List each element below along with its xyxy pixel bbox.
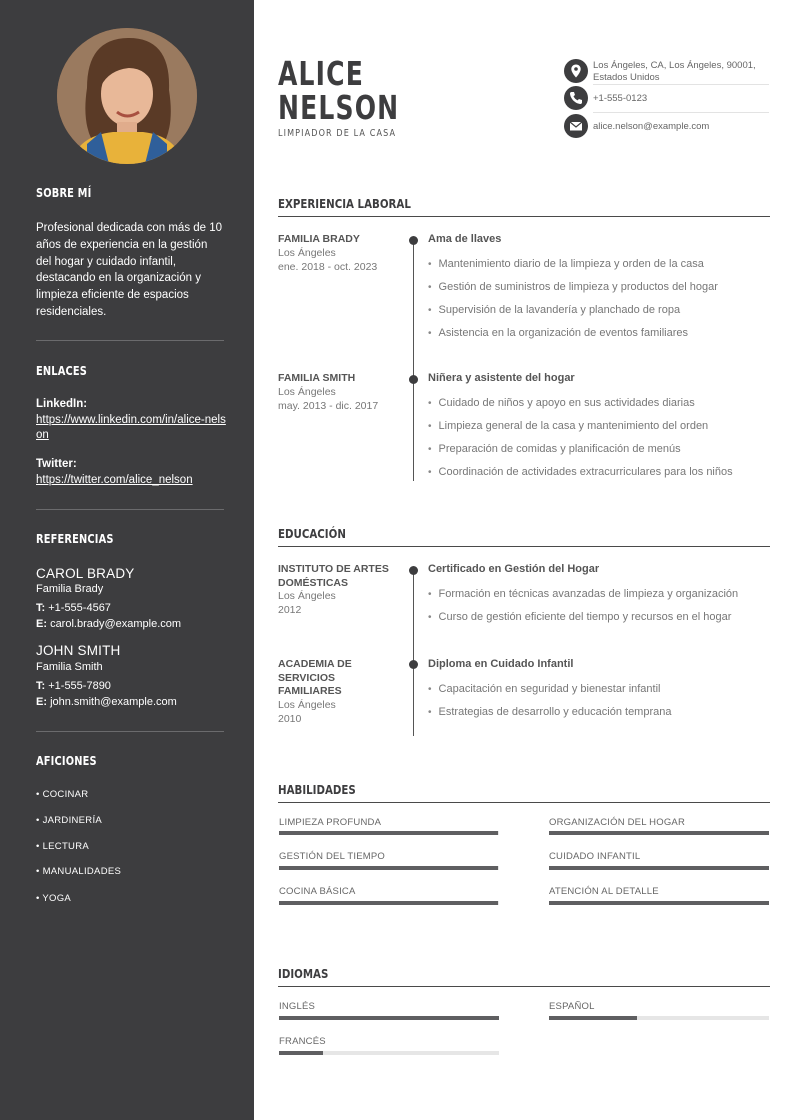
contact-divider	[593, 84, 769, 85]
skill-label: LIMPIEZA PROFUNDA	[279, 817, 382, 828]
location-icon	[564, 59, 588, 83]
degree-bullet: • Curso de gestión eficiente del tiempo y recursos en el hogar	[428, 611, 731, 623]
skill-label: ORGANIZACIÓN DEL HOGAR	[549, 817, 686, 828]
school-location: Los Ángeles	[278, 699, 336, 711]
first-name: ALICE	[278, 54, 364, 93]
experience-title: EXPERIENCIA LABORAL	[278, 196, 411, 211]
timeline-line	[413, 240, 414, 481]
phone-icon	[564, 86, 588, 110]
job-bullet: • Cuidado de niños y apoyo en sus actividades diarias	[428, 397, 695, 409]
employer-name: FAMILIA BRADY	[278, 233, 360, 245]
school-name: ACADEMIA DE SERVICIOS FAMILIARES	[278, 658, 352, 697]
hobby-item: • COCINAR	[36, 789, 89, 800]
language-label: FRANCÉS	[279, 1036, 326, 1047]
email-icon	[564, 114, 588, 138]
skill-bar-fill	[549, 831, 769, 835]
timeline-dot	[409, 660, 418, 669]
hobby-item: • LECTURA	[36, 841, 90, 852]
employment-dates: may. 2013 - dic. 2017	[278, 400, 379, 412]
employer-location: Los Ángeles	[278, 247, 336, 259]
job-bullet: • Supervisión de la lavandería y planchado de ropa	[428, 304, 680, 316]
degree-bullet: • Formación en técnicas avanzadas de limpieza y organización	[428, 588, 738, 600]
reference-name: JOHN SMITH	[36, 643, 121, 658]
education-title: EDUCACIÓN	[278, 526, 346, 541]
reference-org: Familia Smith	[36, 661, 103, 673]
graduation-year: 2012	[278, 604, 302, 616]
school-location: Los Ángeles	[278, 590, 336, 602]
skill-bar	[279, 901, 499, 905]
section-divider	[278, 546, 770, 547]
language-bar	[279, 1051, 499, 1055]
languages-title: IDIOMAS	[278, 966, 329, 981]
job-bullet: • Coordinación de actividades extracurriculares para los niños	[428, 466, 733, 478]
twitter-label: Twitter:	[36, 458, 77, 470]
job-title: Ama de llaves	[428, 233, 502, 245]
school-name: INSTITUTO DE ARTES DOMÉSTICAS	[278, 563, 389, 589]
contact-email: alice.nelson@example.com	[593, 121, 710, 132]
skill-bar-fill	[549, 866, 769, 870]
degree-title: Certificado en Gestión del Hogar	[428, 563, 600, 575]
skill-bar	[549, 831, 769, 835]
skill-label: GESTIÓN DEL TIEMPO	[279, 851, 386, 862]
section-divider	[278, 986, 770, 987]
hobby-item: • MANUALIDADES	[36, 866, 122, 877]
about-text: Profesional dedicada con más de 10 años de experiencia en la gestión del hogar y cuidado infantil, destacando en la organización y limpieza eficiente de espacios residenciales.	[36, 222, 223, 318]
employer-location: Los Ángeles	[278, 386, 336, 398]
job-bullet: • Gestión de suministros de limpieza y productos del hogar	[428, 281, 718, 293]
hobby-item: • YOGA	[36, 893, 72, 904]
section-divider	[278, 802, 770, 803]
job-bullet: • Mantenimiento diario de la limpieza y orden de la casa	[428, 258, 704, 270]
sidebar-divider	[36, 509, 224, 510]
language-bar	[549, 1016, 769, 1020]
contact-divider	[593, 112, 769, 113]
reference-phone: T: +1-555-7890	[36, 680, 111, 692]
graduation-year: 2010	[278, 713, 302, 725]
timeline-dot	[409, 566, 418, 575]
hobby-item: • JARDINERÍA	[36, 815, 103, 826]
about-title: SOBRE MÍ	[36, 186, 92, 200]
reference-org: Familia Brady	[36, 583, 104, 595]
skill-bar	[549, 901, 769, 905]
reference-email: E: carol.brady@example.com	[36, 618, 182, 630]
language-bar-fill	[279, 1051, 323, 1055]
language-bar	[279, 1016, 499, 1020]
language-label: ESPAÑOL	[549, 1001, 595, 1012]
skill-label: COCINA BÁSICA	[279, 886, 356, 897]
skill-bar-fill	[279, 831, 498, 835]
linkedin-link[interactable]: https://www.linkedin.com/in/alice-nelson	[36, 414, 226, 441]
twitter-link[interactable]: https://twitter.com/alice_nelson	[36, 474, 193, 486]
links-title: ENLACES	[36, 364, 88, 378]
skill-bar	[549, 866, 769, 870]
sidebar-divider	[36, 340, 224, 341]
sidebar	[0, 0, 254, 1120]
sidebar-divider	[36, 731, 224, 732]
skill-bar	[279, 831, 499, 835]
job-bullet: • Preparación de comidas y planificación de menús	[428, 443, 681, 455]
job-bullet: • Limpieza general de la casa y mantenimiento del orden	[428, 420, 708, 432]
degree-title: Diploma en Cuidado Infantil	[428, 658, 574, 670]
skill-label: CUIDADO INFANTIL	[549, 851, 641, 862]
reference-email: E: john.smith@example.com	[36, 696, 177, 708]
skill-bar-fill	[549, 901, 769, 905]
section-divider	[278, 216, 770, 217]
language-bar-fill	[279, 1016, 499, 1020]
reference-name: CAROL BRADY	[36, 566, 135, 581]
degree-bullet: • Capacitación en seguridad y bienestar infantil	[428, 683, 661, 695]
timeline-dot	[409, 375, 418, 384]
last-name: NELSON	[278, 88, 400, 127]
timeline-line	[413, 570, 414, 736]
language-label: INGLÉS	[279, 1001, 316, 1012]
skills-title: HABILIDADES	[278, 782, 356, 797]
job-title: Niñera y asistente del hogar	[428, 372, 575, 384]
degree-bullet: • Estrategias de desarrollo y educación temprana	[428, 706, 671, 718]
skill-bar	[279, 866, 499, 870]
profile-photo	[57, 28, 197, 164]
job-bullet: • Asistencia en la organización de eventos familiares	[428, 327, 688, 339]
timeline-dot	[409, 236, 418, 245]
employment-dates: ene. 2018 - oct. 2023	[278, 261, 378, 273]
linkedin-label: LinkedIn:	[36, 398, 88, 410]
job-role: LIMPIADOR DE LA CASA	[278, 128, 397, 139]
skill-bar-fill	[279, 866, 498, 870]
reference-phone: T: +1-555-4567	[36, 602, 111, 614]
skill-label: ATENCIÓN AL DETALLE	[549, 886, 659, 897]
employer-name: FAMILIA SMITH	[278, 372, 356, 384]
references-title: REFERENCIAS	[36, 532, 114, 546]
contact-phone: +1-555-0123	[593, 93, 648, 104]
language-bar-fill	[549, 1016, 637, 1020]
hobbies-title: AFICIONES	[36, 754, 97, 768]
skill-bar-fill	[279, 901, 498, 905]
contact-address: Los Ángeles, CA, Los Ángeles, 90001, Estados Unidos	[593, 60, 756, 83]
